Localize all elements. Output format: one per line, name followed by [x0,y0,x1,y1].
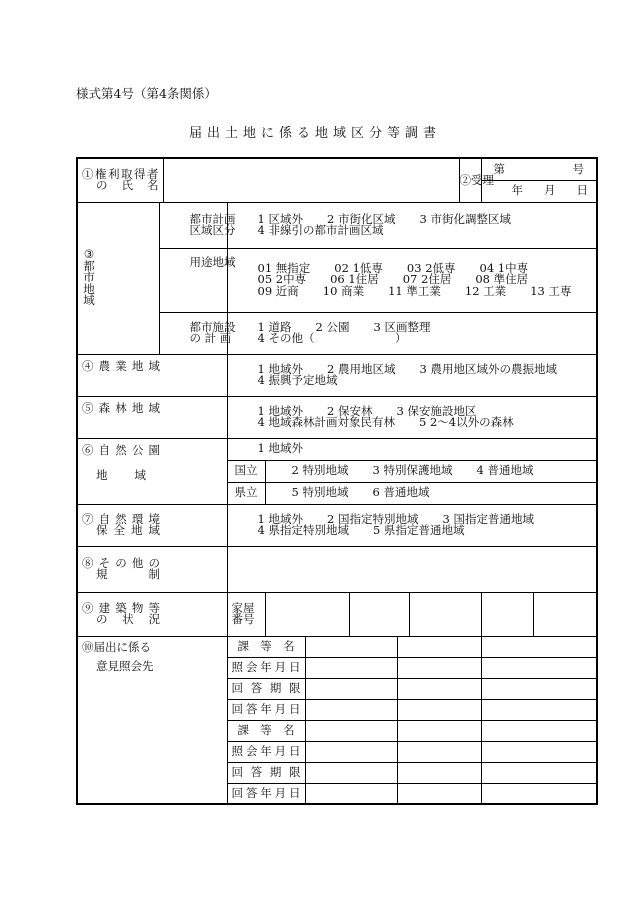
prefectural-park-label: 県立 [227,482,265,504]
city-facility-options[interactable]: 1 道路 2 公園 3 区画整理 4 その他（ ） [227,312,597,354]
other-regulations-row [77,546,597,592]
inquiry-cell[interactable] [397,762,481,783]
inquiry-cell[interactable] [305,783,397,804]
forest-area-options[interactable]: 1 地域外 2 保安林 3 保安施設地区 4 地域森林計画対象民有林 5 2〜4以外の森林 [227,396,597,438]
nature-conservation-options[interactable]: 1 地域外 2 国指定特別地域 3 国指定普通地域 4 県指定特別地域 5 県指定普通地域 [227,504,597,546]
house-number-cell-4[interactable] [481,592,533,636]
inquiry-cell[interactable] [305,699,397,720]
inquiry-cell[interactable] [481,741,597,762]
right-holder-label: ①権利取得者 の 氏 名 [77,158,163,202]
section-name-label-2: 課 等 名 [227,720,305,741]
house-number-cell-2[interactable] [349,592,409,636]
house-number-cell-5[interactable] [533,592,597,636]
reply-deadline-label-2: 回答期限 [227,762,305,783]
agricultural-area-options[interactable]: 1 地域外 2 農用地区域 3 農用地区域外の農振地域 4 振興予定地域 [227,354,597,396]
house-number-cell-3[interactable] [409,592,481,636]
inquiry-cell[interactable] [481,678,597,699]
inquiry-date-label-1: 照会年月日 [227,657,305,678]
inquiry-cell[interactable] [305,720,397,741]
inquiry-cell[interactable] [305,678,397,699]
receipt-date-field[interactable]: 年 月 日 [481,180,597,202]
reply-date-label-2: 回答年月日 [227,783,305,804]
inquiry-cell[interactable] [397,657,481,678]
inquiry-cell[interactable] [481,657,597,678]
national-park-label: 国立 [227,460,265,482]
agricultural-area-label: ④農業地域 [77,354,227,396]
form-number: 様式第4号（第4条関係） [76,86,217,101]
receipt-number-field[interactable]: 第 号 [481,158,597,180]
use-district-options[interactable]: 01 無指定 02 1低専 03 2低専 04 1中専 05 2中専 06 1住居 07 2住居 08 準住居 09 近商 10 商業 11 準工業 12 工業 13 工専 [227,248,597,312]
city-plan-area-row [77,202,597,248]
nature-conservation-label: ⑦自然環境 保全地域 [77,504,227,546]
use-district-label: 用途地域 [159,248,227,312]
form-title: 届出土地に係る地域区分等調書 [188,126,441,141]
other-regulations-field[interactable] [227,546,597,592]
city-area-vertical-label: ③ 都 市 地 域 [77,202,159,354]
other-regulations-label: ⑧その他の 規 制 [77,546,227,592]
inquiry-destination-label: ⑩届出に係る 意見照会先 [77,636,227,804]
inquiry-cell[interactable] [305,762,397,783]
building-status-row [77,592,597,636]
inquiry-cell[interactable] [397,699,481,720]
inquiry-cell[interactable] [481,699,597,720]
inquiry-cell[interactable] [397,636,481,657]
house-number-cell-1[interactable] [265,592,349,636]
inquiry-cell[interactable] [305,657,397,678]
inquiry-cell[interactable] [481,720,597,741]
natural-park-label: ⑥自然公園 地 域 [77,438,227,504]
reply-deadline-label-1: 回答期限 [227,678,305,699]
natural-park-outside-option[interactable]: 1 地域外 [227,438,597,460]
inquiry-cell[interactable] [397,741,481,762]
natural-park-row-1 [77,438,597,460]
building-status-label: ⑨建築物等 の 状 況 [77,592,227,636]
inquiry-cell[interactable] [305,636,397,657]
forest-area-label: ⑤森林地域 [77,396,227,438]
city-plan-area-label: 都市計画 区域区分 [159,202,227,248]
national-park-options[interactable]: 2 特別地域 3 特別保護地域 4 普通地域 [265,460,597,482]
inquiry-cell[interactable] [397,678,481,699]
right-holder-name-field[interactable] [163,158,459,202]
reply-date-label-1: 回答年月日 [227,699,305,720]
house-number-label: 家屋 番号 [227,592,265,636]
prefectural-park-options[interactable]: 5 特別地域 6 普通地域 [265,482,597,504]
inquiry-cell[interactable] [481,762,597,783]
nature-conservation-row [77,504,597,546]
inquiry-cell[interactable] [481,636,597,657]
land-survey-form [76,157,598,805]
inquiry-cell[interactable] [481,783,597,804]
inquiry-date-label-2: 照会年月日 [227,741,305,762]
receipt-label: ②受理 [459,158,481,202]
agricultural-area-row [77,354,597,396]
section-name-label-1: 課 等 名 [227,636,305,657]
city-facility-label: 都市施設 の 計 画 [159,312,227,354]
forest-area-row [77,396,597,438]
inquiry-cell[interactable] [305,741,397,762]
inquiry-cell[interactable] [397,783,481,804]
inquiry-cell[interactable] [397,720,481,741]
city-plan-area-options[interactable]: 1 区域外 2 市街化区域 3 市街化調整区域 4 非線引の都市計画区域 [227,202,597,248]
inquiry-row-1 [77,636,597,657]
section-1-row-1 [77,158,597,180]
